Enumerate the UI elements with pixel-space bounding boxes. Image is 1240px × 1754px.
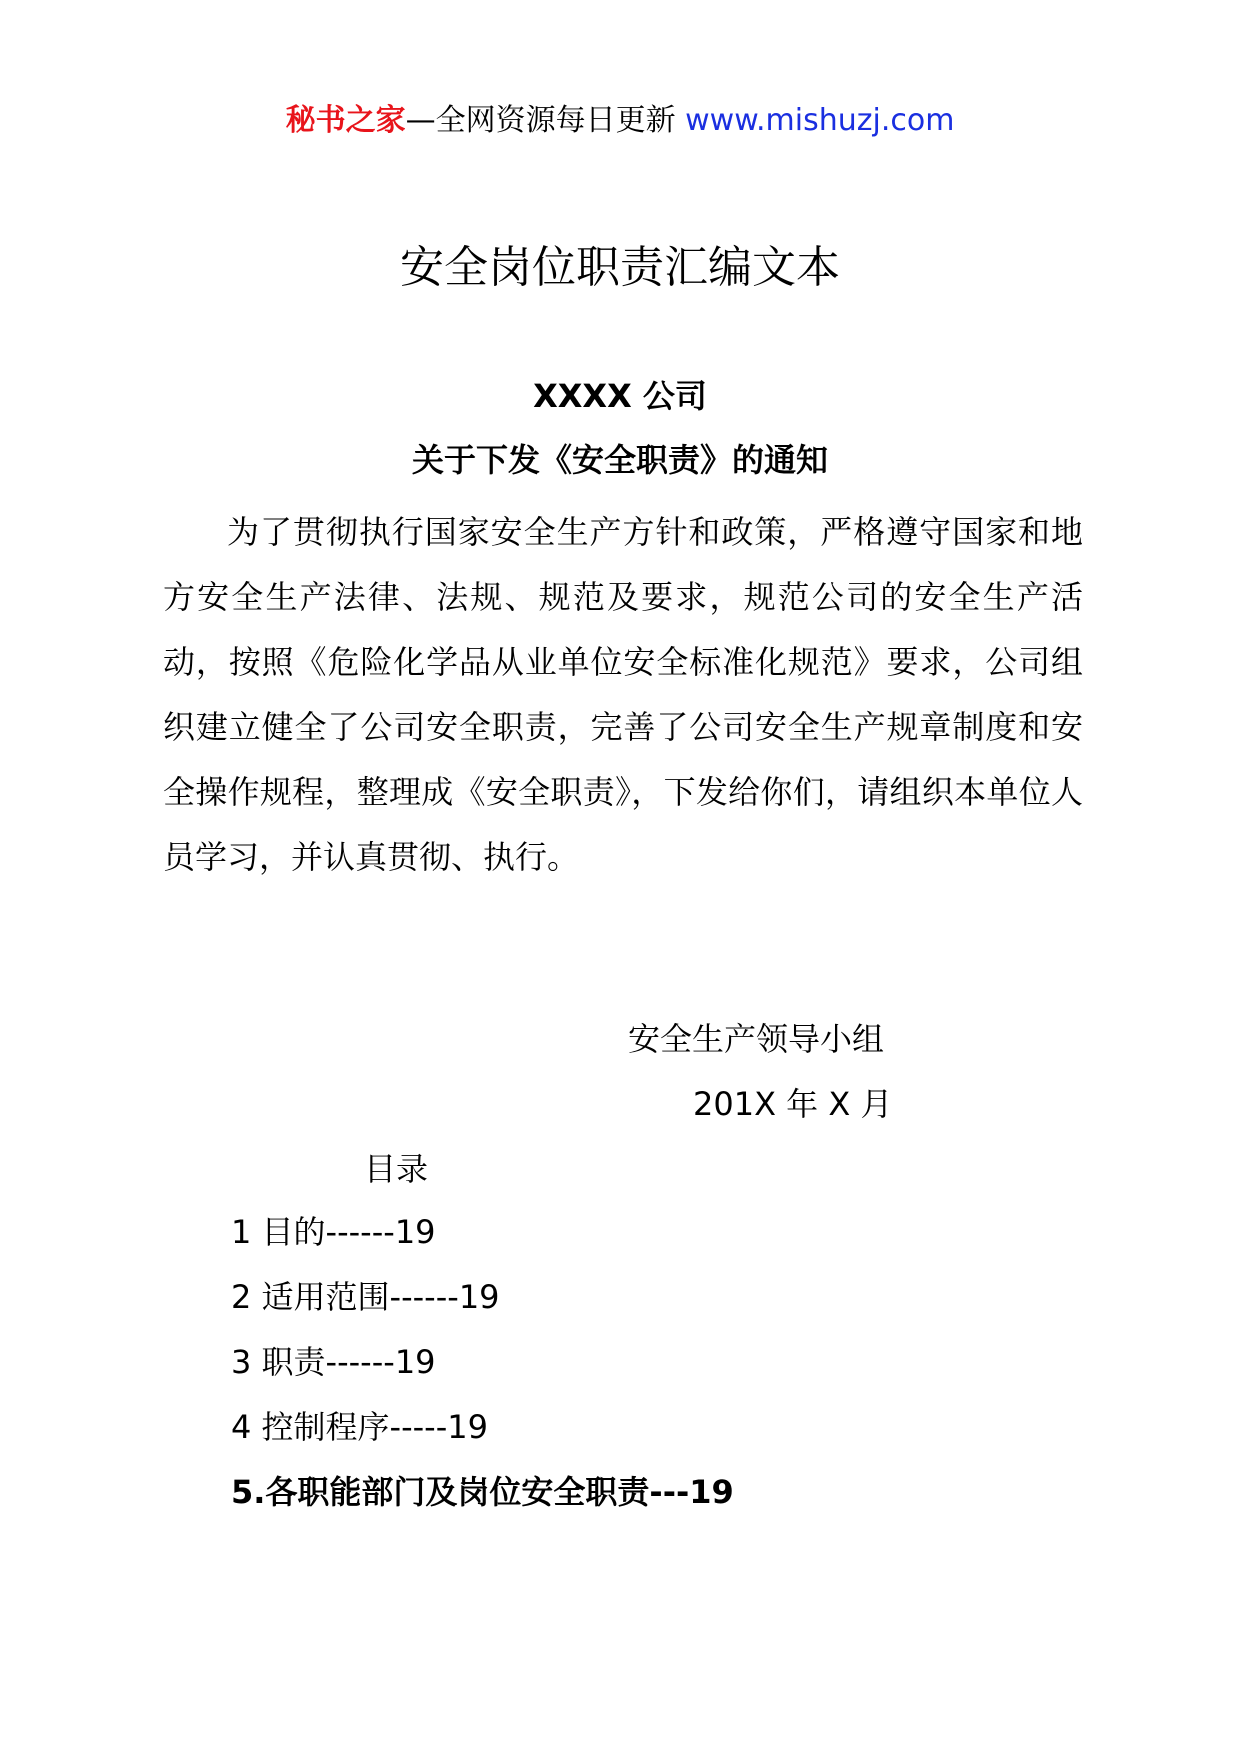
toc-item[interactable]: 1 目的------19 <box>231 1213 436 1251</box>
toc-item[interactable]: 3 职责------19 <box>231 1343 436 1381</box>
signature-date: 201X 年 X 月 <box>693 1085 893 1123</box>
site-header <box>0 101 1240 141</box>
toc-item[interactable]: 4 控制程序-----19 <box>231 1408 488 1446</box>
document-title: 安全岗位职责汇编文本 <box>400 242 840 293</box>
toc-item[interactable]: 2 适用范围------19 <box>231 1278 500 1316</box>
site-url[interactable]: www.mishuzj.com <box>685 103 955 138</box>
signature-group: 安全生产领导小组 <box>628 1020 885 1058</box>
notice-body: 为了贯彻执行国家安全生产方针和政策，严格遵守国家和地方安全生产法律、法规、规范及要求，规范公司的安全生产活动，按照《危险化学品从业单位安全标准化规范》要求，公司组织建立健全了公司安全职责，完善了公司安全生产规章制度和安全操作规程，整理成《安全职责》，下发给你们，请组织本单位人员学习，并认真贯彻、执行。 <box>163 513 1083 876</box>
toc-item[interactable]: 5.各职能部门及岗位安全职责---19 <box>231 1473 734 1511</box>
header-tagline: —全网资源每日更新 <box>405 103 686 138</box>
notice-company: XXXX 公司 <box>533 377 707 415</box>
brand-name: 秘书之家 <box>285 103 406 138</box>
toc-heading: 目录 <box>364 1150 429 1188</box>
notice-title: 关于下发《安全职责》的通知 <box>411 441 828 479</box>
table-of-contents <box>231 1210 734 1535</box>
